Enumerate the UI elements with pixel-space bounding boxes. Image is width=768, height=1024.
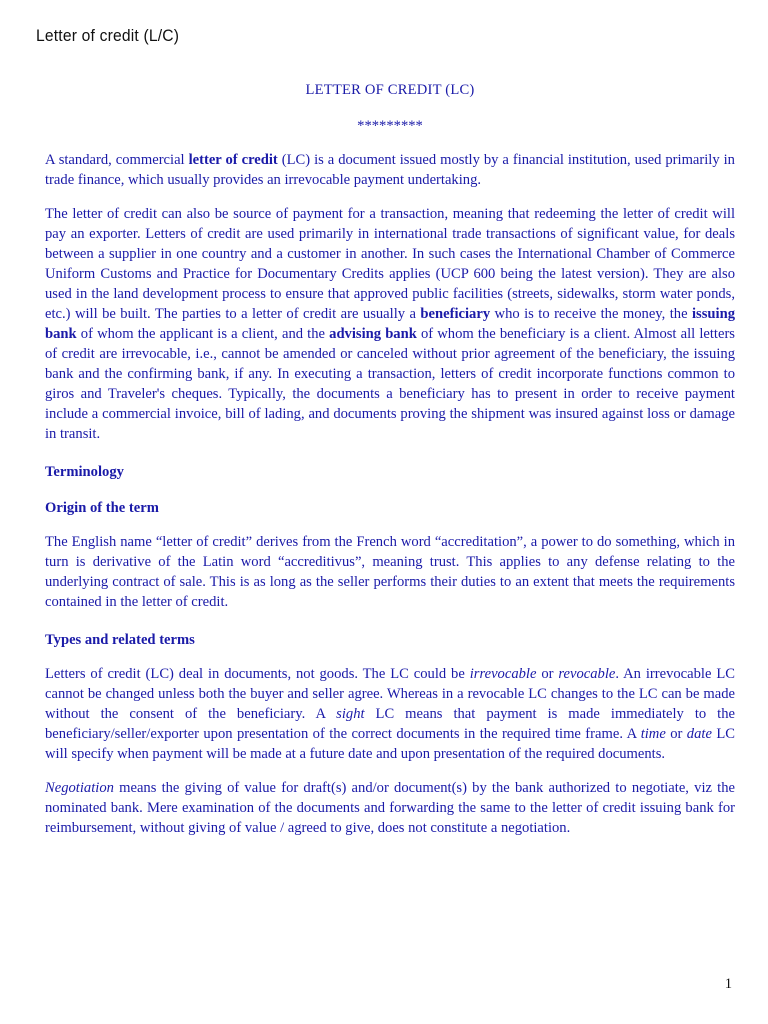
text-run: The letter of credit can also be source of payment for a transaction, meaning that redeeming the letter of credit will pay an exporter. Letters of credit are used primarily in international trade transactions of significant value, for deals between a supplier in one country and a customer in another. In such cases the International Chamber of Commerce Uniform Customs and Practice for Documentary Credits applies (UCP 600 being the latest version). They are also used in the land development process to ensure that approved public facilities (streets, sidewalks, storm water ponds, etc.) will be built. The parties to a letter of credit are usually a [45, 206, 735, 322]
bold-term: issuing bank [45, 306, 735, 342]
text-run: Letters of credit (LC) deal in documents, not goods. The LC could be [45, 666, 470, 682]
italic-term: sight [336, 706, 365, 722]
text-run: (LC) is a document issued mostly by a financial institution, used primarily in trade finance, which usually provides an irrevocable payment undertaking. [45, 152, 735, 188]
running-header: Letter of credit (L/C) [36, 26, 180, 45]
text-run: who is to receive the money, the [490, 306, 692, 322]
text-run: . An irrevocable LC cannot be changed unless both the buyer and seller agree. Whereas in a revocable LC changes to the LC can be made without the consent of the beneficiary. A [45, 666, 735, 722]
paragraph-origin: The English name “letter of credit” derives from the French word “accreditation”, a power to do something, which in turn is derivative of the Latin word “accreditivus”, meaning trust. This applies to any defense relating to the underlying contract of sale. This is as long as the seller performs their duties to an extent that meets the requirements contained in the letter of credit. [45, 534, 735, 610]
text-run: of whom the applicant is a client, and the [76, 326, 330, 342]
bold-term: advising bank [329, 326, 417, 342]
paragraph-types [45, 664, 735, 764]
title-separator: ********* [357, 118, 423, 134]
paragraph-negotiation [45, 778, 735, 838]
page-number: 1 [724, 976, 732, 992]
text-run: LC means that payment is made immediately to the beneficiary/seller/exporter upon presentation of the correct documents in the required time frame. A [45, 706, 735, 742]
italic-term: revocable [558, 666, 616, 682]
paragraph-definition [45, 150, 735, 190]
text-run: or [536, 666, 559, 682]
italic-term: time [640, 726, 666, 742]
italic-term: date [686, 726, 712, 742]
bold-term: letter of credit [188, 152, 278, 168]
text-run: means the giving of value for draft(s) and/or document(s) by the bank authorized to negotiate, viz the nominated bank. Mere examination of the documents and forwarding the same to the letter of credit issuing bank for reimbursement, without giving of value / agreed to give, does not constitute a negotiation. [45, 780, 735, 836]
heading-terminology: Terminology [45, 464, 124, 480]
text-run: of whom the beneficiary is a client. Almost all letters of credit are irrevocable, i.e., cannot be amended or canceled without prior agreement of the beneficiary, the issuing bank and the confirming bank, if any. In executing a transaction, letters of credit incorporate functions common to giros and Traveler's cheques. Typically, the documents a beneficiary has to present in order to receive payment include a commercial invoice, bill of lading, and documents proving the shipment was insured against loss or damage in transit. [45, 326, 735, 442]
heading-origin: Origin of the term [45, 500, 159, 516]
bold-term: beneficiary [420, 306, 491, 322]
italic-term: Negotiation [45, 780, 114, 796]
document-title: LETTER OF CREDIT (LC) [305, 82, 475, 98]
text-run: LC will specify when payment will be made at a future date and upon presentation of the required documents. [45, 726, 735, 762]
text-run: A standard, commercial [45, 152, 189, 168]
italic-term: irrevocable [469, 666, 537, 682]
document-body [45, 80, 735, 838]
heading-types: Types and related terms [45, 632, 195, 648]
text-run: or [665, 726, 687, 742]
paragraph-overview [45, 204, 735, 444]
